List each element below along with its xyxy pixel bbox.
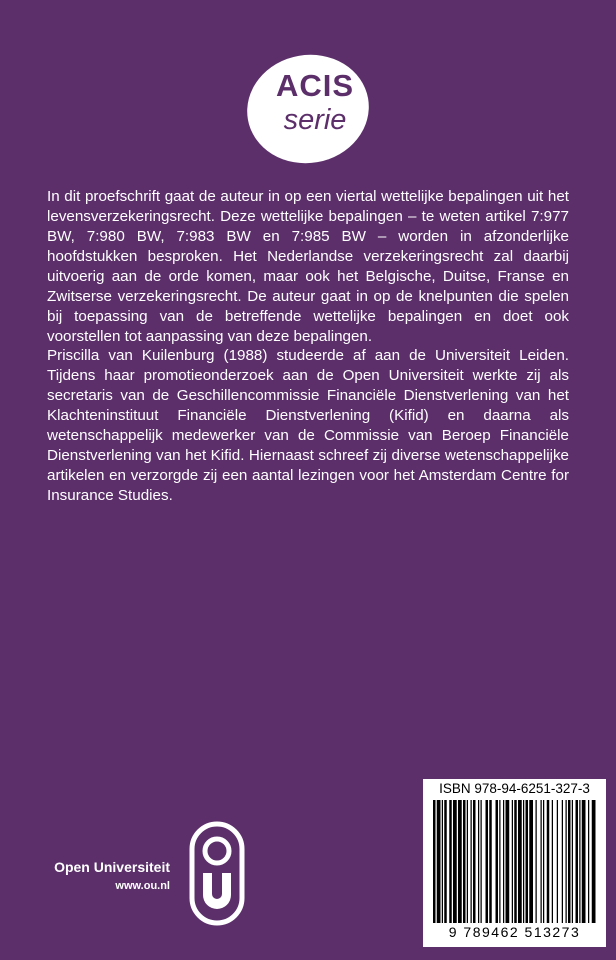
publisher-url: www.ou.nl — [115, 880, 170, 892]
barcode-bar — [576, 800, 579, 923]
barcode-bar — [526, 800, 529, 923]
barcode-bar — [572, 800, 573, 923]
publisher-name: Open Universiteit — [54, 859, 170, 875]
barcode-bar — [481, 800, 482, 923]
barcode-bar — [471, 800, 472, 923]
barcode-bar — [552, 800, 553, 923]
isbn-label: ISBN 978-94-6251-327-3 — [439, 781, 590, 796]
barcode-bar — [562, 800, 563, 923]
barcode-bar — [453, 800, 457, 923]
barcode-bar — [473, 800, 476, 923]
series-title: ACIS — [275, 68, 355, 103]
barcode-bar — [442, 800, 443, 923]
summary-paragraph: In dit proefschrift gaat de auteur in op een viertal wettelijke bepalingen uit het levensverzekeringsrecht. Deze wettelijke bepalingen – te weten artikel 7:977 BW, 7:980 BW, 7:983 BW en 7:985 BW – worden in afzonderlijke hoofdstukken besproken. Het Nederlandse verzekeringsrecht zal daarbij uitvoerig aan de orde komen, maar ook het Belgische, Duitse, Franse en Zwitserse verzekeringsrecht. De auteur gaat in op de knelpunten die spelen bij toepassing van de betreffende wettelijke bepalingen en doet ook voorstellen tot aanpassing van deze bepalingen. — [47, 188, 569, 345]
barcode-bar — [582, 800, 586, 923]
publisher-logo — [45, 852, 245, 912]
barcode-bar — [499, 800, 500, 923]
barcode-bar — [588, 800, 589, 923]
barcode-bar — [449, 800, 452, 923]
barcode-bar — [514, 800, 517, 923]
barcode — [433, 800, 596, 923]
barcode-bar — [523, 800, 524, 923]
barcode-bar — [592, 800, 596, 923]
barcode-digits: 9 789462 513273 — [448, 924, 581, 940]
barcode-bar — [437, 800, 441, 923]
barcode-bar — [566, 800, 567, 923]
ou-logo-icon — [189, 821, 245, 926]
barcode-bar — [478, 800, 479, 923]
barcode-bar — [486, 800, 489, 923]
barcode-bar — [547, 800, 550, 923]
barcode-bar — [557, 800, 558, 923]
barcode-bar — [512, 800, 513, 923]
barcode-bar — [541, 800, 542, 923]
barcode-bar — [506, 800, 510, 923]
barcode-bar — [463, 800, 466, 923]
barcode-bar — [529, 800, 533, 923]
author-bio-paragraph: Priscilla van Kuilenburg (1988) studeerde af aan de Universiteit Leiden. Tijdens haar promotieonderzoek aan de Open Universiteit werkte zij als secretaris van de Geschillencommissie Financiële Dienstverlening van het Klachteninstituut Financiële Dienstverlening (Kifid) en daarna als wetenschappelijk medewerker van de Commissie van Beroep Financiële Dienstverlening van het Kifid. Hiernaast schreef zij diverse wetenschappelijke artikelen en verzorgde zij een aantal lezingen voor het Amsterdam Centre for Insurance Studies. — [47, 347, 569, 504]
barcode-bar — [536, 800, 537, 923]
barcode-bar — [496, 800, 499, 923]
barcode-bar — [579, 800, 580, 923]
series-subtitle: serie — [283, 104, 347, 136]
barcode-bar — [518, 800, 522, 923]
barcode-area — [423, 779, 606, 947]
barcode-bar — [458, 800, 462, 923]
barcode-bar — [489, 800, 492, 923]
barcode-bar — [444, 800, 447, 923]
barcode-bar — [503, 800, 504, 923]
barcode-bar — [467, 800, 468, 923]
barcode-bar — [543, 800, 544, 923]
barcode-bar — [433, 800, 436, 923]
barcode-bar — [568, 800, 571, 923]
